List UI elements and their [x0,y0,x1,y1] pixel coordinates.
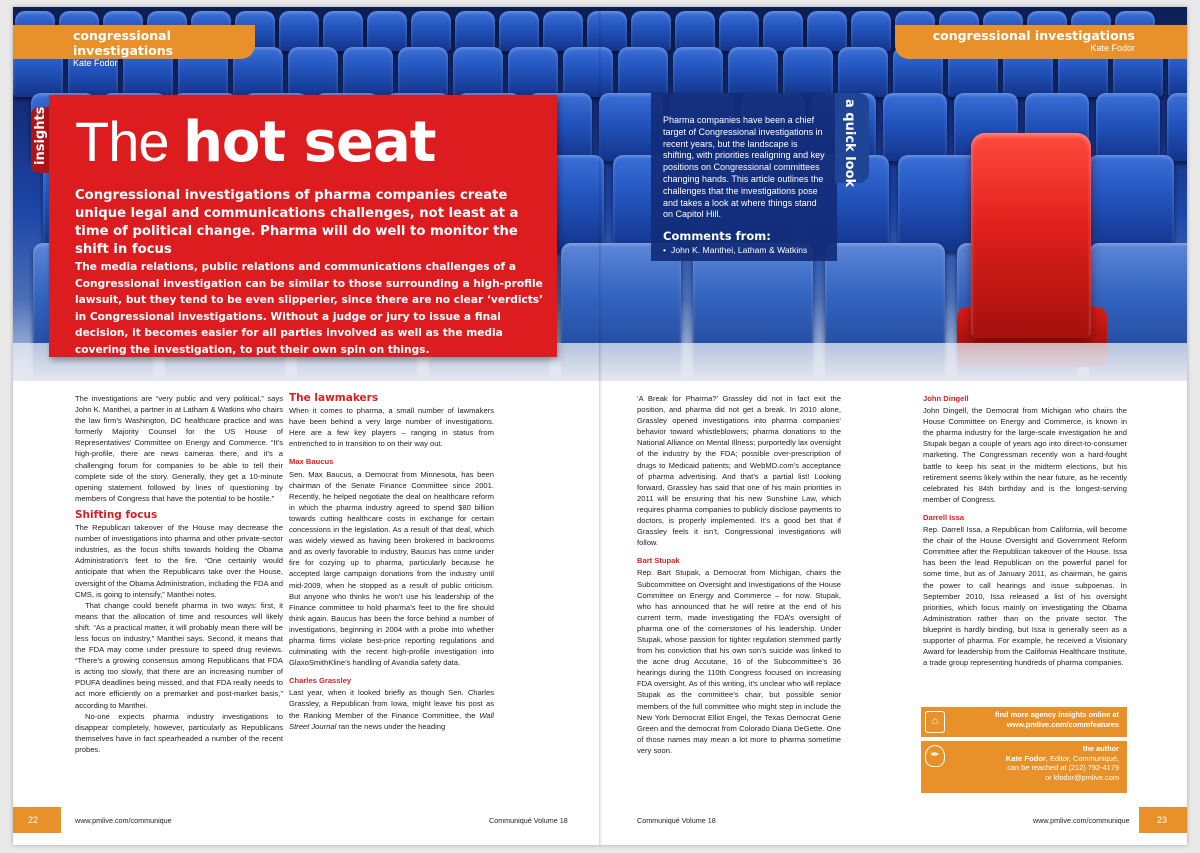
quick-look-tab [835,93,869,188]
body-paragraph [289,687,494,731]
quill-icon: ✒ [925,745,945,767]
page-number-right: 23 [1139,807,1187,833]
running-head-left [13,25,255,68]
section-title: congressional investigations [73,28,174,58]
author-heading: the author [1082,744,1119,753]
intro-paragraph: The media relations, public relations and communications challenges of a Congressional investigation can be similar to those surrounding a high-profile lawsuit, but they tend to be even slipperier, since there are no clear ‘verdicts’ in Congressional investigations. Without a judge or jury to issue a final decision, it becomes easier for all parties involved as well as the media covering the investigation, to put their own spin on things. [75,261,544,356]
standfirst: Congressional investigations of pharma companies create unique legal and communications challenges, not least at a time of political change. Pharma will do well to monitor the shift in focus [75,188,519,257]
author-email[interactable]: or kfodor@pmlive.com [1044,772,1119,782]
running-head-right [895,25,1187,59]
text-run: ran the news under the heading [336,721,446,731]
feature-title-box [49,95,557,357]
subhead-max-baucus: Max Baucus [289,457,334,467]
text-run: Last year, when it looked briefly as though Sen. Charles Grassley, a Republican from Iowa, might leave his post as the Ranking Member of the Finance Committee, the [289,688,494,720]
subhead-lawmakers: The lawmakers [289,392,379,404]
author-box [921,741,1127,793]
section-title: congressional investigations [932,28,1135,43]
comments-list [663,245,827,255]
comments-heading: Comments from: [663,229,771,244]
section-author: Kate Fodor [73,58,118,68]
author-role: , Editor, Communiqué, [1045,753,1119,763]
promo-url[interactable]: www.pmlive.com/commfeatures [1006,720,1119,729]
quick-look-text: Pharma companies have been a chief target of Congressional investigations in recent years, but the landscape is shifting, with priorities realigning and key positions on Congressional committees changing hands. This article outlines the challenges that the investigations pose and takes a look at where things stand on Capitol Hill. [663,115,825,220]
spine-gutter [599,7,602,845]
publication-name: Wall Street Journal [289,710,494,731]
author-contact: can be reached at (212) 792-4179 [1007,763,1119,772]
online-insights-promo[interactable] [921,707,1127,737]
body-paragraph: Sen. Max Baucus, a Democrat from Minnesota, has been chairman of the Senate Finance Committee since 2001. Recently, he helped negotiate the deal on healthcare reform in which the pharma industry agreed to spend $80 billion towards cutting healthcare costs in exchange for certain concessions in the legislation. As a result of that deal, which was widely viewed as having been brokered in backrooms and as overly favorable to industry, Baucus has come under fire for cozying up to pharma, particularly because he accepted large campaign donations from the industry until mid-2009, when he stopped as a result of public criticism. But anyone who thinks he won’t use his leadership of the Finance committee to hold pharma’s feet to the fire should think again. Baucus has been the force behind a number of investigations, beginning in 2004 with a probe into whether pharma firms violate best-price reporting regulations and culminating with the recent high-profile investigation into GlaxoSmithKline’s handling of Avandia safety data. [289,469,494,668]
footer-publication-right: Communiqué Volume 18 [637,816,716,825]
mouse-icon: ⌂ [925,711,945,733]
text-column-4 [923,393,1127,668]
magazine-spread [13,7,1187,845]
body-paragraph: John Dingell, the Democrat from Michigan who chairs the House Committee on Energy and Commerce, is known in the pharma industry for the large-scale investigation he and Stupak began a couple of years ago into direct-to-consumer marketing. The Congressman recently won a hard-fought battle to keep his seat in the midterm elections, but his retirement seems likely within the near future, as he recently celebrated his 84th birthday and is the longest-serving member of Congress. [923,406,1127,504]
feature-title [75,111,436,174]
text-column-3 [637,393,841,756]
text-column-2 [289,393,494,732]
subhead-shifting-focus: Shifting focus [75,508,158,521]
title-light: The [75,110,184,173]
section-author: Kate Fodor [1090,43,1135,53]
subhead-john-dingell: John Dingell [923,394,969,403]
title-bold: hot seat [183,110,436,175]
footer-url-left[interactable]: www.pmlive.com/communique [75,816,172,825]
page-number-left: 22 [13,807,61,833]
subhead-bart-stupak: Bart Stupak [637,556,680,566]
footer-url-right[interactable]: www.pmlive.com/communique [1033,816,1130,825]
body-paragraph: The Republican takeover of the House may decrease the number of investigations into pharma and other private-sector industries, as the focus shifts towards holding the Obama Administration’s feet to the fire. “One certainly would anticipate that when the Republicans take over the House, oversight of the Obama Administration, including the FDA and CMS, is going to intensify,” Manthei notes. [75,523,283,599]
comments-item: • John K. Manthei, Latham & Watkins [663,245,827,255]
body-paragraph: Rep. Bart Stupak, a Democrat from Michigan, chairs the Subcommittee on Oversight and Investigations of the House Committee on Energy and Commerce – for now. Stupak, who has announced that he will retire at the end of his current term, made investigating the FDA’s oversight of pharma one of the cornerstones of his leadership. Under Stupak, whose passion for tighter regulation stemmed partly from his conviction that his own son’s suicide was linked to the acne drug Accutane, 16 of the Subcommittee’s 36 hearings during the 110th Congress focused on increasing FDA oversight. As of this writing, it’s unclear who will replace Stupak as the committee’s chair, but possible senior members of the full committee who might step in include the New York Democrat Elliot Engel, the Texas Democrat Gene Green and the democrat from Colorado Diana DeGette. One of those names may mean a lot more to pharma sometime very soon. [637,568,841,755]
subhead-darrell-issa: Darrell Issa [923,512,964,522]
author-line [949,754,1119,764]
promo-line: find more agency insights online at [994,710,1119,719]
text-column-1 [75,393,283,755]
body-paragraph: That change could benefit pharma in two ways: first, it means that the allocation of time and resources will likely shift. “As a practical matter, it will probably mean there will be less focus on industry,” Manthei says. Second, it means that the FDA may come under pressure to speed drug reviews. “There’s a growing consensus among Republicans that FDA is acting too slowly, that there are an increasing number of PDUFA deadlines being missed, and that FDA really needs to act more efficiently on a premarket and post-market basis,” according to Manthei. [75,600,283,710]
body-paragraph: Rep. Darrell Issa, a Republican from California, will become the chair of the House Oversight and Government Reform Committee after the Republican takeover of the House. Issa has been the lead Republican on the powerful panel for some time, but as of January 2011, as chairman, he gains the power to call hearings and issue subpoenas. In September 2010, Issa released a list of his oversight priorities, which focus mainly on investigating the Obama Administration rather than on the private sector. The blueprint is hardly binding, but Issa is generally seen as a supporter of pharma. For example, he received a Visionary Award for leadership from the California Healthcare Institute, a trade group representing hundreds of pharma companies. [923,525,1127,668]
body-paragraph: No-one expects pharma industry investigations to disappear completely, however, particularly as Republicans themselves have in fact spearheaded a number of the recent probes. [75,711,283,754]
subhead-charles-grassley: Charles Grassley [289,676,352,686]
quick-look-box [651,93,837,261]
body-paragraph: ‘A Break for Pharma?’ Grassley did not in fact exit the position, and pharma did not get a break. In 2010 alone, Grassley opened investigations into pharma companies’ behavior toward whistleblowers; pharma donations to the National Alliance on Mental Illness; purportedly lax oversight of the industry by the FDA; possible over-prescription of drugs to Medicaid patients; and WebMD.com’s acceptance of pharma advertising. And that’s a partial list! Looking forward, Grassley has said that one of his main priorities in 2011 will be ensuring that his new Sunshine Law, which requires pharma companies to publicly disclose payments to doctors, is properly implemented. It’s a good bet that if Grassley feels it isn’t, Congressional investigations will follow. [637,394,841,548]
body-paragraph: The investigations are “very public and very political,” says John K. Manthei, a partner in at Latham & Watkins who chairs the law firm’s Washington, DC healthcare practice and was formerly Majority Counsel for the US House of Representatives’ Committee on Energy and Commerce. “It’s high-profile, there are news cameras there, and it’s a challenging forum for companies to be able to tell their complete side of the story. Generally, they get a 10-minute opening statement followed by lines of questioning by members of Congress that have the potential to be hostile.” [75,394,283,503]
body-paragraph: When it comes to pharma, a small number of lawmakers have been behind a very large number of investigations. Here are a few key players – ranging in status from entrenched to in transition to on their way out. [289,406,494,449]
footer-publication-left: Communiqué Volume 18 [489,816,568,825]
insights-label: insights [33,106,48,165]
author-name: Kate Fodor [1005,753,1046,763]
quick-look-label: a quick look [842,99,857,188]
red-seat [971,133,1091,338]
